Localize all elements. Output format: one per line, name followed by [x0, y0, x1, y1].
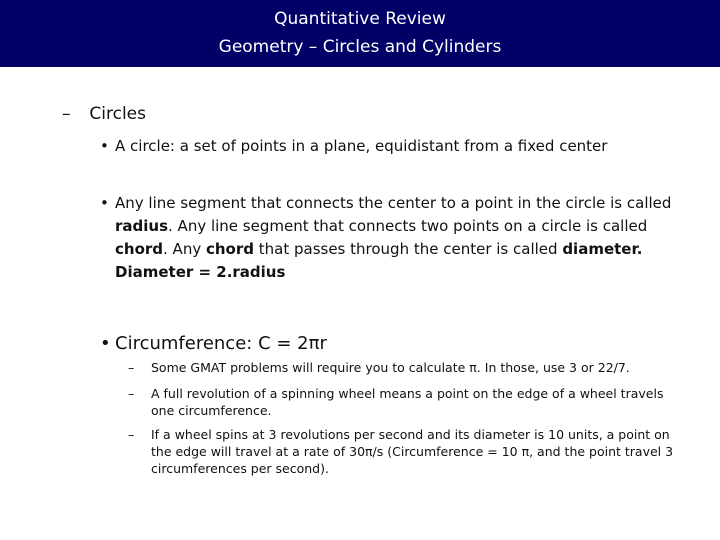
bullet-text-part: Any line segment that connects the center to a point in the circle is called: [115, 194, 672, 212]
bullet-circumference: [100, 331, 327, 357]
section-title: Circles: [89, 104, 147, 124]
sub-bullet-dash-icon: –: [128, 360, 135, 375]
sub-bullet-wheel-rate: [128, 426, 688, 477]
term-radius: radius: [115, 217, 169, 235]
bullet-circle-definition: [100, 135, 700, 158]
bullet-text: [115, 192, 680, 284]
bullet-dot-icon: •: [100, 137, 109, 155]
sub-bullet-dash-icon: –: [128, 386, 135, 401]
section-dash: –: [62, 104, 71, 124]
term-diameter: diameter. Diameter = 2.radius: [115, 240, 643, 281]
sub-bullet-revolution: [128, 385, 688, 419]
sub-bullet-text: A full revolution of a spinning wheel means a point on the edge of a wheel travels one circumference.: [151, 386, 664, 418]
slide-title-line1: Quantitative Review: [274, 9, 446, 29]
bullet-dot-icon: •: [100, 194, 109, 212]
sub-bullet-pi: [128, 359, 688, 376]
slide-header: [0, 0, 720, 67]
section-heading: [62, 104, 146, 124]
slide-title-line2: Geometry – Circles and Cylinders: [218, 37, 502, 57]
sub-bullet-text: Some GMAT problems will require you to calculate π. In those, use 3 or 22/7.: [151, 360, 630, 375]
term-chord: chord: [115, 240, 164, 258]
sub-bullet-text: If a wheel spins at 3 revolutions per second and its diameter is 10 units, a point on the edge will travel at a rate of 30π/s (Circumference = 10 π, and the point travel 3 circumferences per second).: [151, 427, 674, 476]
sub-bullet-dash-icon: –: [128, 427, 135, 442]
bullet-text-part: . Any: [163, 240, 206, 258]
bullet-radius-chord: [100, 192, 680, 284]
term-chord: chord: [205, 240, 254, 258]
bullet-text: Circumference: C = 2πr: [115, 333, 327, 354]
bullet-text-part: . Any line segment that connects two points on a circle is called: [168, 217, 648, 235]
bullet-dot-icon: •: [100, 333, 111, 354]
bullet-text: A circle: a set of points in a plane, equidistant from a fixed center: [115, 137, 608, 155]
bullet-text-part: that passes through the center is called: [253, 240, 563, 258]
